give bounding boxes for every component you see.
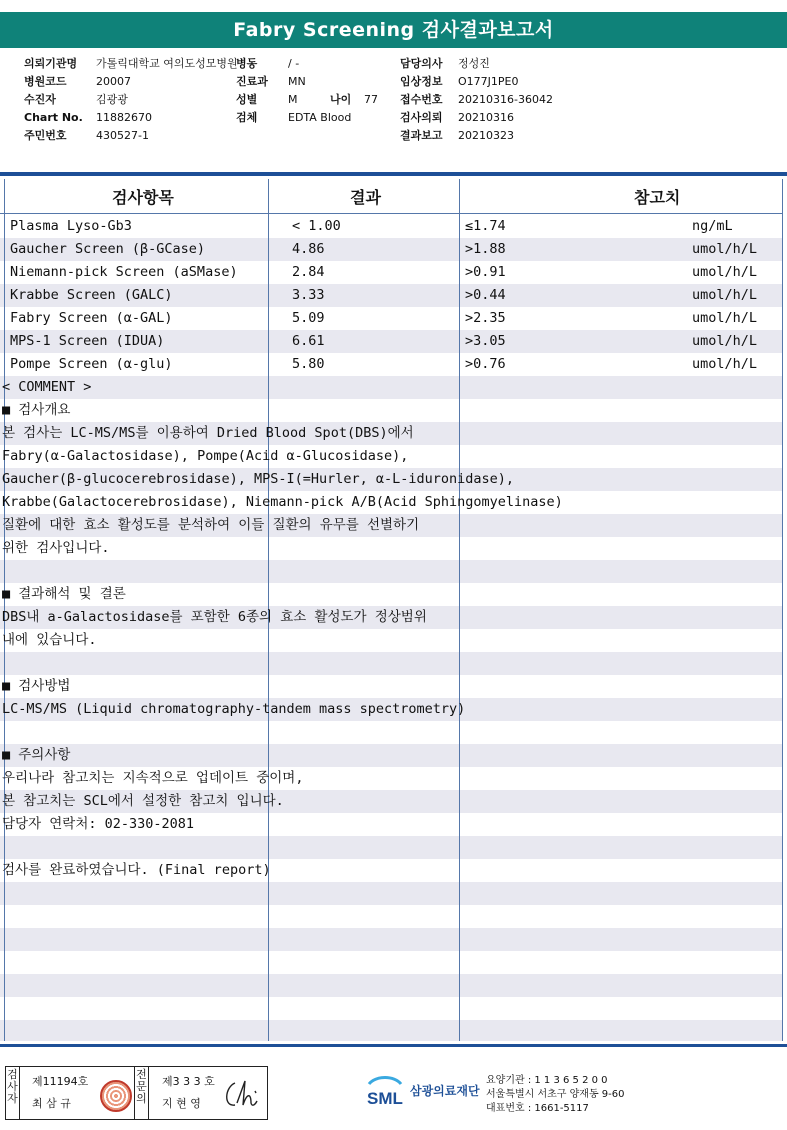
reference-unit: umol/h/L xyxy=(692,310,758,326)
label-department: 진료과 xyxy=(236,75,268,88)
label-resident-no: 주민번호 xyxy=(24,129,67,142)
institution-code: 요양기관 : 1 1 3 6 5 2 0 0 xyxy=(486,1075,608,1086)
reference-unit: umol/h/L xyxy=(692,356,758,372)
comment-line: 우리나라 참고치는 지속적으로 업데이트 중이며, xyxy=(2,770,304,786)
signature-box xyxy=(5,1066,268,1120)
organization-name: 삼광의료재단 xyxy=(410,1084,480,1098)
comment-line: Fabry(α-Galactosidase), Pompe(Acid α-Glucosidase), xyxy=(2,448,409,464)
header-underline xyxy=(0,213,783,214)
value-hospital-code: 20007 xyxy=(96,75,131,88)
result-value: 4.86 xyxy=(292,241,325,257)
label-clinical-info: 임상정보 xyxy=(400,75,443,88)
comment-line: Gaucher(β-glucocerebrosidase), MPS-I(=Hurler, α-L-iduronidase), xyxy=(2,471,515,487)
comment-line: 본 검사는 LC-MS/MS를 이용하여 Dried Blood Spot(DBS)에서 xyxy=(2,425,414,441)
tester-name: 최 삼 규 xyxy=(32,1097,71,1110)
value-patient-name: 김광광 xyxy=(96,93,128,106)
result-value: 5.80 xyxy=(292,356,325,372)
value-age: 77 xyxy=(364,93,378,106)
header-result: 결과 xyxy=(350,188,381,207)
comment-line: LC-MS/MS (Liquid chromatography-tandem mass spectrometry) xyxy=(2,701,466,717)
value-department: MN xyxy=(288,75,306,88)
label-receipt-no: 접수번호 xyxy=(400,93,443,106)
label-report-date: 결과보고 xyxy=(400,129,443,142)
result-item-name: Fabry Screen (α-GAL) xyxy=(10,310,173,326)
value-sex: M xyxy=(288,93,298,106)
specialist-name: 지 현 영 xyxy=(162,1097,201,1110)
value-clinical-info: O177J1PE0 xyxy=(458,75,519,88)
signature-icon xyxy=(221,1075,263,1113)
footer xyxy=(0,1060,787,1126)
comment-line: DBS내 a-Galactosidase를 포함한 6종의 효소 활성도가 정상범위 xyxy=(2,609,427,625)
reference-range: >0.91 xyxy=(465,264,506,280)
tester-license-no: 제11194호 xyxy=(32,1075,89,1088)
row-stripe xyxy=(0,376,783,399)
patient-info-col1 xyxy=(24,55,238,145)
label-hospital: 의뢰기관명 xyxy=(24,57,78,70)
column-divider xyxy=(782,179,783,1041)
value-resident-no: 430527-1 xyxy=(96,129,149,142)
label-sex: 성별 xyxy=(236,93,258,106)
reference-unit: umol/h/L xyxy=(692,287,758,303)
tester-label: 검사자 xyxy=(6,1067,20,1119)
label-patient-name: 수진자 xyxy=(24,93,56,106)
comment-line: 담당자 연락처: 02-330-2081 xyxy=(2,816,195,832)
label-ward: 병동 xyxy=(236,57,258,70)
label-doctor: 담당의사 xyxy=(400,57,443,70)
label-age: 나이 xyxy=(330,93,352,106)
value-doctor: 정성진 xyxy=(458,57,490,70)
sml-logo-icon xyxy=(363,1074,407,1110)
row-stripe xyxy=(0,744,783,767)
result-item-name: Gaucher Screen (β-GCase) xyxy=(10,241,206,257)
comment-line: ■ 주의사항 xyxy=(2,747,71,763)
reference-unit: umol/h/L xyxy=(692,333,758,349)
result-table xyxy=(0,179,787,1041)
patient-info-col2 xyxy=(236,55,378,127)
reference-range: >0.76 xyxy=(465,356,506,372)
value-specimen: EDTA Blood xyxy=(288,111,352,124)
comment-line: 본 참고치는 SCL에서 설정한 참고치 입니다. xyxy=(2,793,284,809)
report-title: Fabry Screening 검사결과보고서 xyxy=(0,12,787,48)
label-specimen: 검체 xyxy=(236,111,258,124)
result-item-name: MPS-1 Screen (IDUA) xyxy=(10,333,165,349)
reference-range: ≤1.74 xyxy=(465,218,506,234)
institution-info xyxy=(486,1074,625,1116)
reference-unit: umol/h/L xyxy=(692,264,758,280)
sml-logo-text: SML xyxy=(367,1089,403,1108)
comment-line: 질환에 대한 효소 활성도를 분석하여 이들 질환의 유무를 선별하기 xyxy=(2,517,420,533)
label-request-date: 검사의뢰 xyxy=(400,111,443,124)
row-stripe xyxy=(0,652,783,675)
comment-line: ■ 결과해석 및 결론 xyxy=(2,586,126,602)
value-receipt-no: 20210316-36042 xyxy=(458,93,553,106)
reference-range: >1.88 xyxy=(465,241,506,257)
row-stripe xyxy=(0,1020,783,1041)
specialist-license-no: 제3 3 3 호 xyxy=(162,1075,215,1088)
comment-line: Krabbe(Galactocerebrosidase), Niemann-pick A/B(Acid Sphingomyelinase) xyxy=(2,494,563,510)
institution-phone: 대표번호 : 1661-5117 xyxy=(486,1103,589,1114)
result-value: 6.61 xyxy=(292,333,325,349)
reference-unit: ng/mL xyxy=(692,218,733,234)
header-test-item: 검사항목 xyxy=(112,188,174,207)
comment-line: 내에 있습니다. xyxy=(2,632,97,648)
value-hospital: 가톨릭대학교 여의도성모병원 xyxy=(96,57,238,70)
result-value: 3.33 xyxy=(292,287,325,303)
header-divider xyxy=(0,172,787,176)
label-chart-no: Chart No. xyxy=(24,111,83,124)
footer-divider xyxy=(0,1044,787,1047)
result-value: 5.09 xyxy=(292,310,325,326)
reference-unit: umol/h/L xyxy=(692,241,758,257)
row-stripe xyxy=(0,836,783,859)
result-item-name: Plasma Lyso-Gb3 xyxy=(10,218,132,234)
row-stripe xyxy=(0,882,783,905)
reference-range: >2.35 xyxy=(465,310,506,326)
comment-line: ■ 검사개요 xyxy=(2,402,71,418)
result-item-name: Niemann-pick Screen (aSMase) xyxy=(10,264,238,280)
value-ward: / - xyxy=(288,57,300,70)
comment-line: 검사를 완료하였습니다. (Final report) xyxy=(2,862,271,878)
patient-info-col3 xyxy=(400,55,553,145)
institution-address: 서울특별시 서초구 양재동 9-60 xyxy=(486,1089,625,1100)
comment-line: 위한 검사입니다. xyxy=(2,540,110,556)
label-hospital-code: 병원코드 xyxy=(24,75,67,88)
row-stripe xyxy=(0,974,783,997)
column-divider xyxy=(459,179,460,1041)
result-value: 2.84 xyxy=(292,264,325,280)
reference-range: >0.44 xyxy=(465,287,506,303)
value-chart-no: 11882670 xyxy=(96,111,152,124)
comment-line: < COMMENT > xyxy=(2,379,92,395)
specialist-label: 전문의 xyxy=(135,1067,149,1119)
result-item-name: Pompe Screen (α-glu) xyxy=(10,356,173,372)
value-request-date: 20210316 xyxy=(458,111,514,124)
row-stripe xyxy=(0,928,783,951)
row-stripe xyxy=(0,560,783,583)
official-seal-icon xyxy=(100,1080,132,1112)
comment-line: ■ 검사방법 xyxy=(2,678,71,694)
result-value: < 1.00 xyxy=(292,218,341,234)
result-item-name: Krabbe Screen (GALC) xyxy=(10,287,173,303)
reference-range: >3.05 xyxy=(465,333,506,349)
value-report-date: 20210323 xyxy=(458,129,514,142)
header-reference: 참고치 xyxy=(634,188,681,207)
